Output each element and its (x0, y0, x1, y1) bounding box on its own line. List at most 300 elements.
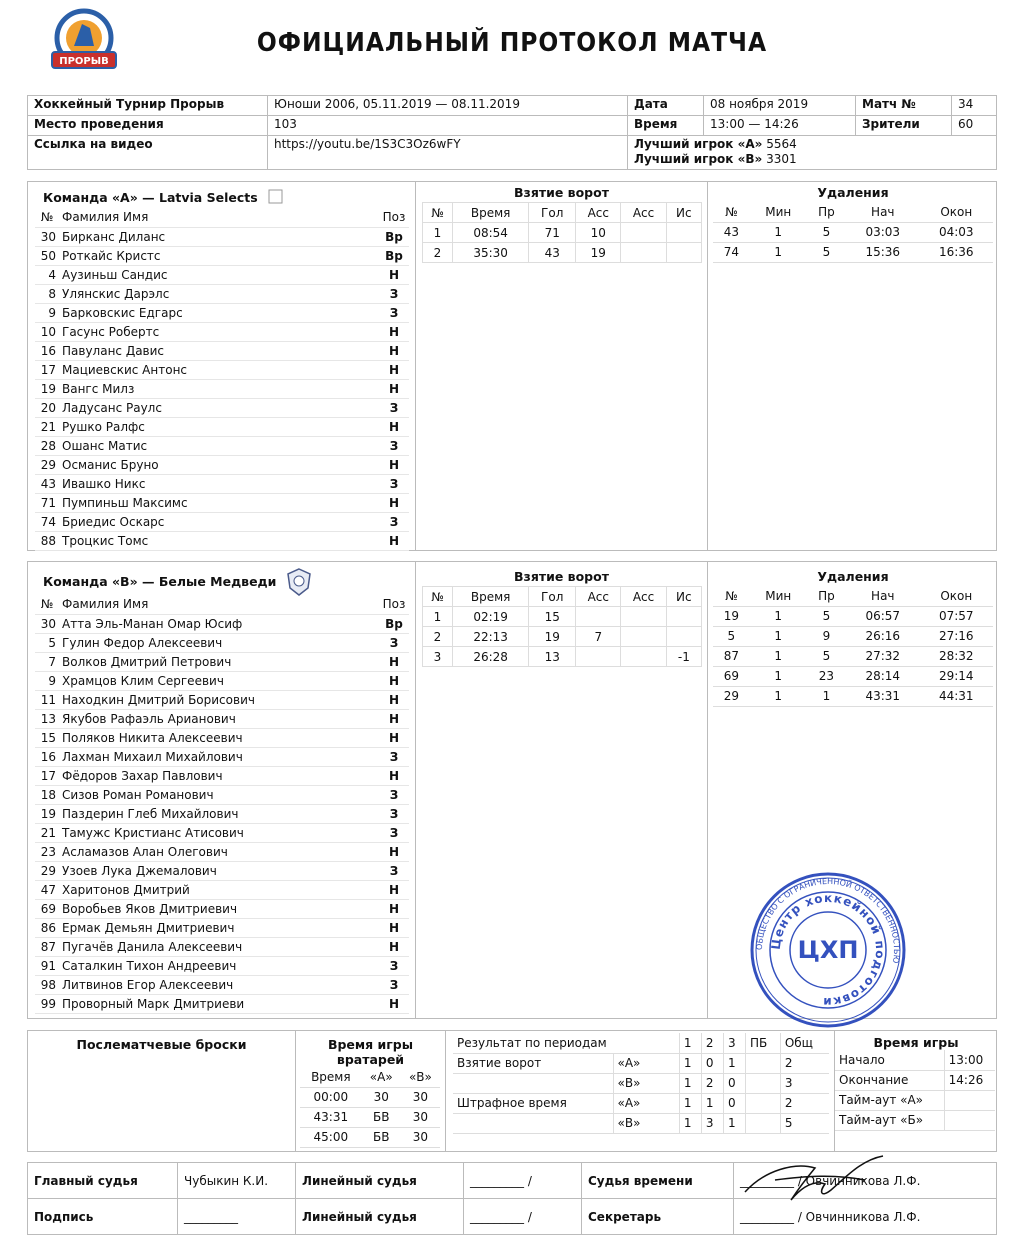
goalie-cell: 45:00 (300, 1127, 362, 1147)
player-position: Н (379, 709, 409, 728)
penalty-cell: 5 (713, 626, 750, 646)
player-number: 21 (35, 417, 59, 436)
table-row (35, 398, 409, 417)
player-name: Павуланс Давис (59, 341, 379, 360)
table-row (35, 531, 409, 550)
penalty-cell: 74 (713, 242, 750, 262)
player-name: Поляков Никита Алексеевич (59, 728, 379, 747)
player-position: Н (379, 531, 409, 550)
player-number: 50 (35, 246, 59, 265)
player-number: 9 (35, 671, 59, 690)
player-position: Н (379, 360, 409, 379)
player-name: Османис Бруно (59, 455, 379, 474)
player-number: 69 (35, 899, 59, 918)
player-position: Н (379, 455, 409, 474)
team-a-section (27, 181, 997, 551)
player-number: 19 (35, 379, 59, 398)
player-number: 88 (35, 531, 59, 550)
period-value: 5 (780, 1113, 829, 1133)
team-a-penalties-table (713, 202, 993, 263)
table-row (35, 417, 409, 436)
period-value: 0 (723, 1073, 745, 1093)
player-name: Рушко Ралфс (59, 417, 379, 436)
video-link[interactable]: https://youtu.be/1S3C3Oz6wFY (268, 136, 628, 170)
goal-cell (666, 607, 701, 627)
team-a-logo-icon (268, 189, 284, 205)
goalie-cell: 30 (401, 1107, 440, 1127)
player-number: 28 (35, 436, 59, 455)
table-row (35, 455, 409, 474)
player-number: 4 (35, 265, 59, 284)
player-number: 43 (35, 474, 59, 493)
goal-cell (621, 607, 666, 627)
player-name: Аузиньш Сандис (59, 265, 379, 284)
player-position: Вр (379, 227, 409, 246)
spectators-label: Зрители (856, 116, 952, 136)
player-number: 29 (35, 861, 59, 880)
player-number: 10 (35, 322, 59, 341)
goal-cell (621, 223, 666, 243)
player-position: З (379, 975, 409, 994)
goal-cell: 71 (529, 223, 576, 243)
table-row (35, 493, 409, 512)
player-position: З (379, 804, 409, 823)
player-position: З (379, 861, 409, 880)
period-value: 2 (780, 1053, 829, 1073)
goal-cell (666, 243, 701, 263)
table-row (713, 686, 993, 706)
period-value: 2 (780, 1093, 829, 1113)
player-name: Атта Эль-Манан Омар Юсиф (59, 614, 379, 633)
goal-cell: 2 (423, 627, 453, 647)
goal-header: Асс (576, 203, 621, 223)
table-row (35, 633, 409, 652)
player-position: Н (379, 417, 409, 436)
player-number: 15 (35, 728, 59, 747)
team-b-logo-icon (286, 568, 312, 596)
table-row (35, 379, 409, 398)
table-row (423, 607, 702, 627)
video-label: Ссылка на видео (28, 136, 268, 170)
goal-cell: 19 (576, 243, 621, 263)
player-name: Воробьев Яков Дмитриевич (59, 899, 379, 918)
table-row (423, 243, 702, 263)
penalty-header: Окон (920, 586, 993, 606)
player-position: Н (379, 994, 409, 1013)
table-row (35, 766, 409, 785)
table-row (35, 303, 409, 322)
player-number: 17 (35, 360, 59, 379)
period-row-label (453, 1113, 613, 1133)
team-a-roster (35, 208, 409, 551)
gametime-title: Время игры (873, 1035, 959, 1050)
table-row (300, 1087, 440, 1107)
player-name: Бриедис Оскарс (59, 512, 379, 531)
player-name: Гулин Федор Алексеевич (59, 633, 379, 652)
goal-header: № (423, 203, 453, 223)
player-position: Н (379, 728, 409, 747)
table-row (713, 242, 993, 262)
goal-cell (666, 627, 701, 647)
penalty-cell: 44:31 (920, 686, 993, 706)
player-name: Харитонов Дмитрий (59, 880, 379, 899)
player-number: 30 (35, 227, 59, 246)
gametime-table (835, 1050, 995, 1131)
table-row (453, 1093, 829, 1113)
goalie-cell: 43:31 (300, 1107, 362, 1127)
table-row (35, 747, 409, 766)
goal-header: Гол (529, 587, 576, 607)
player-name: Тамужс Кристианс Атисович (59, 823, 379, 842)
goal-cell: 26:28 (452, 647, 528, 667)
penalty-cell: 1 (750, 222, 807, 242)
penalty-header: Нач (846, 586, 919, 606)
player-name: Ошанс Матис (59, 436, 379, 455)
period-value (746, 1073, 781, 1093)
goal-cell (621, 647, 666, 667)
goal-cell (576, 647, 621, 667)
player-number: 71 (35, 493, 59, 512)
goal-cell: 2 (423, 243, 453, 263)
player-name: Вангс Милз (59, 379, 379, 398)
goal-cell: 43 (529, 243, 576, 263)
roster-header-row (35, 208, 409, 227)
venue-label: Место проведения (28, 116, 268, 136)
team-b-penalties-table (713, 586, 993, 707)
penalty-cell: 29:14 (920, 666, 993, 686)
period-value (746, 1053, 781, 1073)
stamp-outer-text: ОБЩЕСТВО С ОГРАНИЧЕННОЙ ОТВЕТСТВЕННОСТЬЮ (754, 876, 902, 964)
penalty-header: № (713, 586, 750, 606)
player-number: 91 (35, 956, 59, 975)
table-row (35, 823, 409, 842)
table-row (35, 842, 409, 861)
table-row (35, 861, 409, 880)
table-row (713, 666, 993, 686)
goal-cell (621, 243, 666, 263)
table-row (35, 227, 409, 246)
table-row (35, 512, 409, 531)
player-number: 98 (35, 975, 59, 994)
stamp-ring-text: Центр хоккейной подготовки (768, 890, 888, 1010)
player-name: Храмцов Клим Сергеевич (59, 671, 379, 690)
player-name: Фёдоров Захар Павлович (59, 766, 379, 785)
player-number: 18 (35, 785, 59, 804)
player-name: Пумпиньш Максимс (59, 493, 379, 512)
table-row (453, 1073, 829, 1093)
table-row (35, 614, 409, 633)
line-ref-2-label: Линейный судья (296, 1199, 464, 1235)
goalie-header: Время (300, 1067, 362, 1087)
player-name: Гасунс Робертс (59, 322, 379, 341)
player-number: 99 (35, 994, 59, 1013)
penalty-cell: 5 (807, 242, 846, 262)
best-a-label: Лучший игрок «А» (634, 137, 763, 151)
player-position: Н (379, 918, 409, 937)
date-value: 08 ноября 2019 (704, 96, 856, 116)
best-b-label: Лучший игрок «В» (634, 152, 763, 166)
player-position: Н (379, 265, 409, 284)
penalty-cell: 19 (713, 606, 750, 626)
time-value: 13:00 — 14:26 (704, 116, 856, 136)
penalty-cell: 43:31 (846, 686, 919, 706)
summary-section (27, 1030, 997, 1152)
player-position: З (379, 303, 409, 322)
period-value: 3 (780, 1073, 829, 1093)
player-name: Волков Дмитрий Петрович (59, 652, 379, 671)
team-a-goals-table (422, 202, 702, 263)
penalty-cell: 43 (713, 222, 750, 242)
penalty-cell: 23 (807, 666, 846, 686)
penalty-cell: 5 (807, 222, 846, 242)
player-position: Н (379, 842, 409, 861)
goal-header: Гол (529, 203, 576, 223)
roster-name-header: Фамилия Имя (59, 595, 379, 614)
timeout-a-label: Тайм-аут «А» (835, 1090, 944, 1110)
player-position: Н (379, 341, 409, 360)
penalty-cell: 1 (750, 242, 807, 262)
line-ref-1-value: _________ / (464, 1163, 582, 1199)
player-position: Н (379, 690, 409, 709)
best-b-value: 3301 (766, 152, 797, 166)
player-name: Ивашко Никс (59, 474, 379, 493)
player-name: Ладусанс Раулс (59, 398, 379, 417)
player-number: 20 (35, 398, 59, 417)
team-b-penalties-title: Удаления (817, 569, 889, 584)
player-position: Н (379, 766, 409, 785)
goal-header-row (423, 587, 702, 607)
penalty-cell: 16:36 (920, 242, 993, 262)
period-value: 1 (723, 1053, 745, 1073)
goal-cell: 1 (423, 607, 453, 627)
player-name: Проворный Марк Дмитриеви (59, 994, 379, 1013)
player-number: 17 (35, 766, 59, 785)
penalty-cell: 28:32 (920, 646, 993, 666)
player-number: 16 (35, 341, 59, 360)
goalie-cell: 30 (401, 1127, 440, 1147)
penalty-header-row (713, 202, 993, 222)
line-ref-1-label: Линейный судья (296, 1163, 464, 1199)
player-position: Н (379, 322, 409, 341)
goalie-cell: 00:00 (300, 1087, 362, 1107)
goal-cell (621, 627, 666, 647)
tournament-value: Юноши 2006, 05.11.2019 — 08.11.2019 (268, 96, 628, 116)
goal-cell: 10 (576, 223, 621, 243)
penalty-cell: 5 (807, 606, 846, 626)
penalty-header: Окон (920, 202, 993, 222)
period-value: 3 (701, 1113, 723, 1133)
player-position: Н (379, 880, 409, 899)
penalty-cell: 1 (750, 646, 807, 666)
period-value: 1 (679, 1093, 701, 1113)
table-row (713, 606, 993, 626)
player-name: Асламазов Алан Олегович (59, 842, 379, 861)
goal-header: Асс (621, 203, 666, 223)
table-row (300, 1127, 440, 1147)
penalty-cell: 69 (713, 666, 750, 686)
player-position: Н (379, 671, 409, 690)
player-position: Вр (379, 614, 409, 633)
period-value: 2 (701, 1073, 723, 1093)
player-name: Якубов Рафаэль Арианович (59, 709, 379, 728)
goal-header: Ис (666, 203, 701, 223)
player-position: З (379, 284, 409, 303)
start-value: 13:00 (944, 1050, 995, 1070)
penalty-cell: 1 (750, 686, 807, 706)
timeout-b-label: Тайм-аут «Б» (835, 1110, 944, 1130)
player-name: Барковскис Едгарс (59, 303, 379, 322)
best-a-value: 5564 (766, 137, 797, 151)
goalie-cell: 30 (401, 1087, 440, 1107)
team-a-title: Команда «А» — Latvia Selects (43, 189, 258, 205)
period-header: Общ (780, 1033, 829, 1053)
table-row (35, 994, 409, 1013)
table-row (423, 627, 702, 647)
goal-header: № (423, 587, 453, 607)
team-b-goals-title: Взятие ворот (514, 569, 609, 584)
player-name: Троцкис Томс (59, 531, 379, 550)
player-number: 23 (35, 842, 59, 861)
roster-pos-header: Поз (379, 595, 409, 614)
period-value (746, 1113, 781, 1133)
goal-cell: 22:13 (452, 627, 528, 647)
signature-label: Подпись (28, 1199, 178, 1235)
goal-cell: 1 (423, 223, 453, 243)
player-number: 11 (35, 690, 59, 709)
player-number: 47 (35, 880, 59, 899)
start-label: Начало (835, 1050, 944, 1070)
player-position: З (379, 512, 409, 531)
table-row (35, 918, 409, 937)
player-number: 19 (35, 804, 59, 823)
main-ref-label: Главный судья (28, 1163, 178, 1199)
goal-cell: 02:19 (452, 607, 528, 627)
penalty-header: Пр (807, 586, 846, 606)
table-row (35, 360, 409, 379)
player-position: Н (379, 379, 409, 398)
stamp-center-text: ЦХП (797, 936, 859, 964)
spectators-value: 60 (952, 116, 997, 136)
table-row (35, 804, 409, 823)
match-info-table (27, 95, 997, 170)
table-row (713, 646, 993, 666)
period-side: «В» (613, 1113, 679, 1133)
team-a-penalties-title: Удаления (817, 185, 889, 200)
timekeeper-value: _________ / Овчинникова Л.Ф. (734, 1163, 997, 1199)
team-b-title: Команда «В» — Белые Медведи (43, 574, 277, 589)
period-side: «А» (613, 1093, 679, 1113)
table-row (35, 474, 409, 493)
secretary-label: Секретарь (582, 1199, 734, 1235)
player-name: Паздерин Глеб Михайлович (59, 804, 379, 823)
goalie-header: «А» (362, 1067, 401, 1087)
team-a-goals-title: Взятие ворот (514, 185, 609, 200)
goalie-cell: 30 (362, 1087, 401, 1107)
goal-header-row (423, 203, 702, 223)
player-position: З (379, 436, 409, 455)
player-position: З (379, 823, 409, 842)
player-number: 30 (35, 614, 59, 633)
penalty-cell: 03:03 (846, 222, 919, 242)
team-b-roster (35, 595, 409, 1014)
player-position: З (379, 747, 409, 766)
goal-cell: 3 (423, 647, 453, 667)
player-name: Пугачёв Данила Алексеевич (59, 937, 379, 956)
penalty-header-row (713, 586, 993, 606)
period-row-label (453, 1073, 613, 1093)
player-position: З (379, 785, 409, 804)
goal-cell: 35:30 (452, 243, 528, 263)
page-title: ОФИЦИАЛЬНЫЙ ПРОТОКОЛ МАТЧА (256, 28, 768, 58)
penalty-cell: 27:32 (846, 646, 919, 666)
goalie-time-title: Время игры вратарей (327, 1037, 414, 1067)
table-row (453, 1113, 829, 1133)
table-row (35, 436, 409, 455)
player-position: З (379, 956, 409, 975)
period-value: 1 (723, 1113, 745, 1133)
period-row-label: Взятие ворот (453, 1053, 613, 1073)
player-name: Бирканс Диланс (59, 227, 379, 246)
table-row (423, 647, 702, 667)
player-number: 86 (35, 918, 59, 937)
penalty-cell: 5 (807, 646, 846, 666)
penalty-cell: 29 (713, 686, 750, 706)
player-name: Мациевскис Антонс (59, 360, 379, 379)
period-value: 1 (679, 1073, 701, 1093)
player-position: Вр (379, 246, 409, 265)
player-number: 9 (35, 303, 59, 322)
player-number: 29 (35, 455, 59, 474)
player-number: 16 (35, 747, 59, 766)
tournament-label: Хоккейный Турнир Прорыв (28, 96, 268, 116)
goal-cell: 15 (529, 607, 576, 627)
period-value: 0 (701, 1053, 723, 1073)
period-value: 1 (679, 1053, 701, 1073)
match-number-value: 34 (952, 96, 997, 116)
goal-cell (576, 607, 621, 627)
table-row (300, 1107, 440, 1127)
goal-header: Время (452, 587, 528, 607)
penalty-cell: 27:16 (920, 626, 993, 646)
penalty-cell: 1 (750, 666, 807, 686)
period-value: 0 (723, 1093, 745, 1113)
table-row (35, 880, 409, 899)
penalty-header: Мин (750, 202, 807, 222)
logo-text: ПРОРЫВ (59, 56, 109, 67)
player-number: 13 (35, 709, 59, 728)
table-row (35, 671, 409, 690)
table-row (35, 690, 409, 709)
roster-num-header: № (35, 595, 59, 614)
goal-header: Асс (621, 587, 666, 607)
official-stamp-icon (748, 870, 908, 1030)
table-row (35, 652, 409, 671)
table-row (423, 223, 702, 243)
roster-num-header: № (35, 208, 59, 227)
time-label: Время (628, 116, 704, 136)
period-side: «В» (613, 1073, 679, 1093)
goalie-cell: БВ (362, 1127, 401, 1147)
goalie-cell: БВ (362, 1107, 401, 1127)
venue-value: 103 (268, 116, 628, 136)
signature-value: _________ (178, 1199, 296, 1235)
penalty-header: Нач (846, 202, 919, 222)
penalty-cell: 87 (713, 646, 750, 666)
player-name: Улянскис Дарэлс (59, 284, 379, 303)
period-value: 1 (679, 1113, 701, 1133)
handwritten-signature-icon (735, 1150, 895, 1210)
period-row-label: Штрафное время (453, 1093, 613, 1113)
